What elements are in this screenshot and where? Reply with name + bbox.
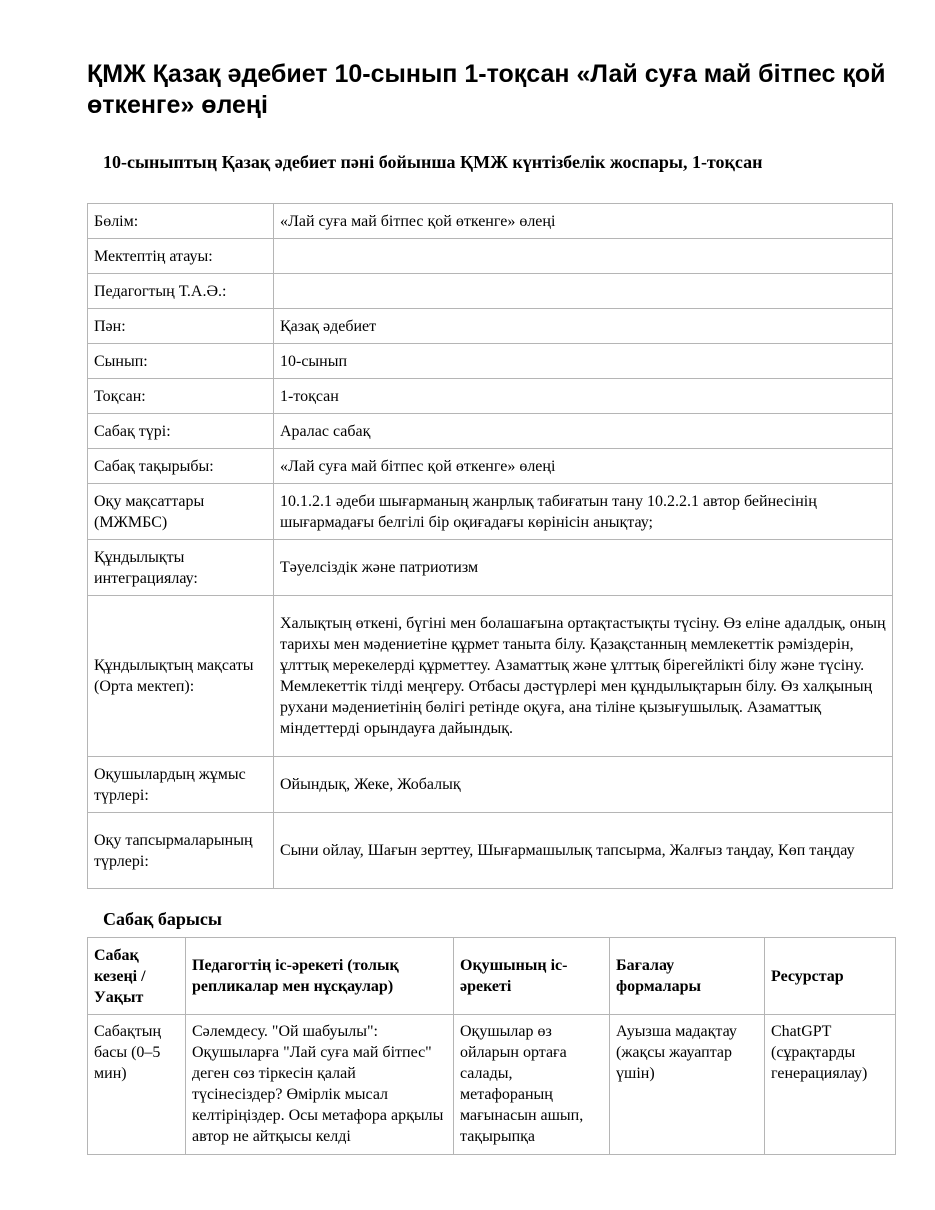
info-value: 10.1.2.1 әдеби шығарманың жанрлық табиғатын тану 10.2.2.1 автор бейнесінің шығармадағы белгілі бір оқиғадағы көрінісін анықтау; xyxy=(274,484,893,540)
table-row xyxy=(88,596,893,757)
info-label: Құндылықты интеграциялау: xyxy=(88,540,274,596)
info-label: Сабақ түрі: xyxy=(88,414,274,449)
info-label: Оқу мақсаттары (МЖМБС) xyxy=(88,484,274,540)
table-row xyxy=(88,757,893,813)
info-value: 10-сынып xyxy=(274,344,893,379)
teacher-text: Сәлемдесу. "Ой шабуылы": Оқушыларға "Лай суға май бітпес" деген сөз тіркесін қалай түсінесіздер? Өмірлік мысал келтіріңіздер. Осы метафора арқылы автор не айтқысы келді xyxy=(192,1023,444,1145)
info-label: Пән: xyxy=(88,309,274,344)
table-row xyxy=(88,449,893,484)
info-value: Қазақ әдебиет xyxy=(274,309,893,344)
resources-text: ChatGPT (сұрақтарды генерациялау) xyxy=(771,1023,868,1082)
table-row xyxy=(88,540,893,596)
info-value: «Лай суға май бітпес қой өткенге» өлеңі xyxy=(274,449,893,484)
table-row xyxy=(88,309,893,344)
table-row xyxy=(88,414,893,449)
info-label: Сабақ тақырыбы: xyxy=(88,449,274,484)
table-header-row xyxy=(88,938,896,1015)
teacher-cell xyxy=(186,1015,454,1155)
table-row xyxy=(88,1015,896,1155)
info-value: Тәуелсіздік және патриотизм xyxy=(274,540,893,596)
stage-cell xyxy=(88,1015,186,1155)
info-value: Халықтың өткені, бүгіні мен болашағына ортақтастықты түсіну. Өз еліне адалдық, оның тарихы мен мәдениетіне құрмет таныта білу. Қазақстанның мемлекеттік рәміздерін, ұлттық мерекелерді құрметтеу. Азаматтық және ұлттық бірегейлікті білу және түсіну. Мемлекеттік тілді меңгеру. Отбасы дәстүрлері мен құндылықтарын білу. Өз халқының рухани мәдениетінің бөлігі ретінде оқуға, ана тіліне қызығушылық. Азаматтық міндеттерді орындауға дайындық. xyxy=(274,596,893,757)
table-row xyxy=(88,484,893,540)
info-value: Ойындық, Жеке, Жобалық xyxy=(274,757,893,813)
assessment-cell xyxy=(610,1015,765,1155)
student-text: Оқушылар өз ойларын ортаға салады, метафораның мағынасын ашып, тақырыпқа xyxy=(460,1023,584,1145)
resources-cell xyxy=(765,1015,896,1155)
column-header-student: Оқушының іс-әрекеті xyxy=(454,938,610,1015)
column-header-stage: Сабақ кезеңі / Уақыт xyxy=(88,938,186,1015)
table-row xyxy=(88,204,893,239)
info-label: Оқу тапсырмаларының түрлері: xyxy=(88,813,274,889)
document-title: ҚМЖ Қазақ әдебиет 10-сынып 1-тоқсан «Лай суға май бітпес қой өткенге» өлеңі xyxy=(87,60,886,119)
info-label: Оқушылардың жұмыс түрлері: xyxy=(88,757,274,813)
student-cell xyxy=(454,1015,610,1155)
lesson-info-table xyxy=(87,203,893,889)
info-value: Аралас сабақ xyxy=(274,414,893,449)
column-header-resources: Ресурстар xyxy=(765,938,896,1015)
info-label: Мектептің атауы: xyxy=(88,239,274,274)
info-value: «Лай суға май бітпес қой өткенге» өлеңі xyxy=(274,204,893,239)
info-label: Тоқсан: xyxy=(88,379,274,414)
assessment-text: Ауызша мадақтау (жақсы жауаптар үшін) xyxy=(616,1023,737,1082)
table-row xyxy=(88,274,893,309)
info-label: Педагогтың Т.А.Ә.: xyxy=(88,274,274,309)
table-row xyxy=(88,379,893,414)
info-label: Сынып: xyxy=(88,344,274,379)
lesson-flow-table xyxy=(87,937,896,1155)
column-header-assessment: Бағалау формалары xyxy=(610,938,765,1015)
info-value xyxy=(274,274,893,309)
info-label: Құндылықтың мақсаты (Орта мектеп): xyxy=(88,596,274,757)
info-value: 1-тоқсан xyxy=(274,379,893,414)
table-row xyxy=(88,813,893,889)
info-label: Бөлім: xyxy=(88,204,274,239)
info-value: Сыни ойлау, Шағын зерттеу, Шығармашылық тапсырма, Жалғыз таңдау, Көп таңдау xyxy=(274,813,893,889)
column-header-teacher: Педагогтің іс-әрекеті (толық репликалар мен нұсқаулар) xyxy=(186,938,454,1015)
table-row xyxy=(88,344,893,379)
plan-heading: 10-сыныптың Қазақ әдебиет пәні бойынша ҚМЖ күнтізбелік жоспары, 1-тоқсан xyxy=(103,152,763,172)
stage-text: Сабақтың басы (0–5 мин) xyxy=(94,1023,162,1082)
table-row xyxy=(88,239,893,274)
info-value xyxy=(274,239,893,274)
lesson-heading: Сабақ барысы xyxy=(103,909,222,929)
